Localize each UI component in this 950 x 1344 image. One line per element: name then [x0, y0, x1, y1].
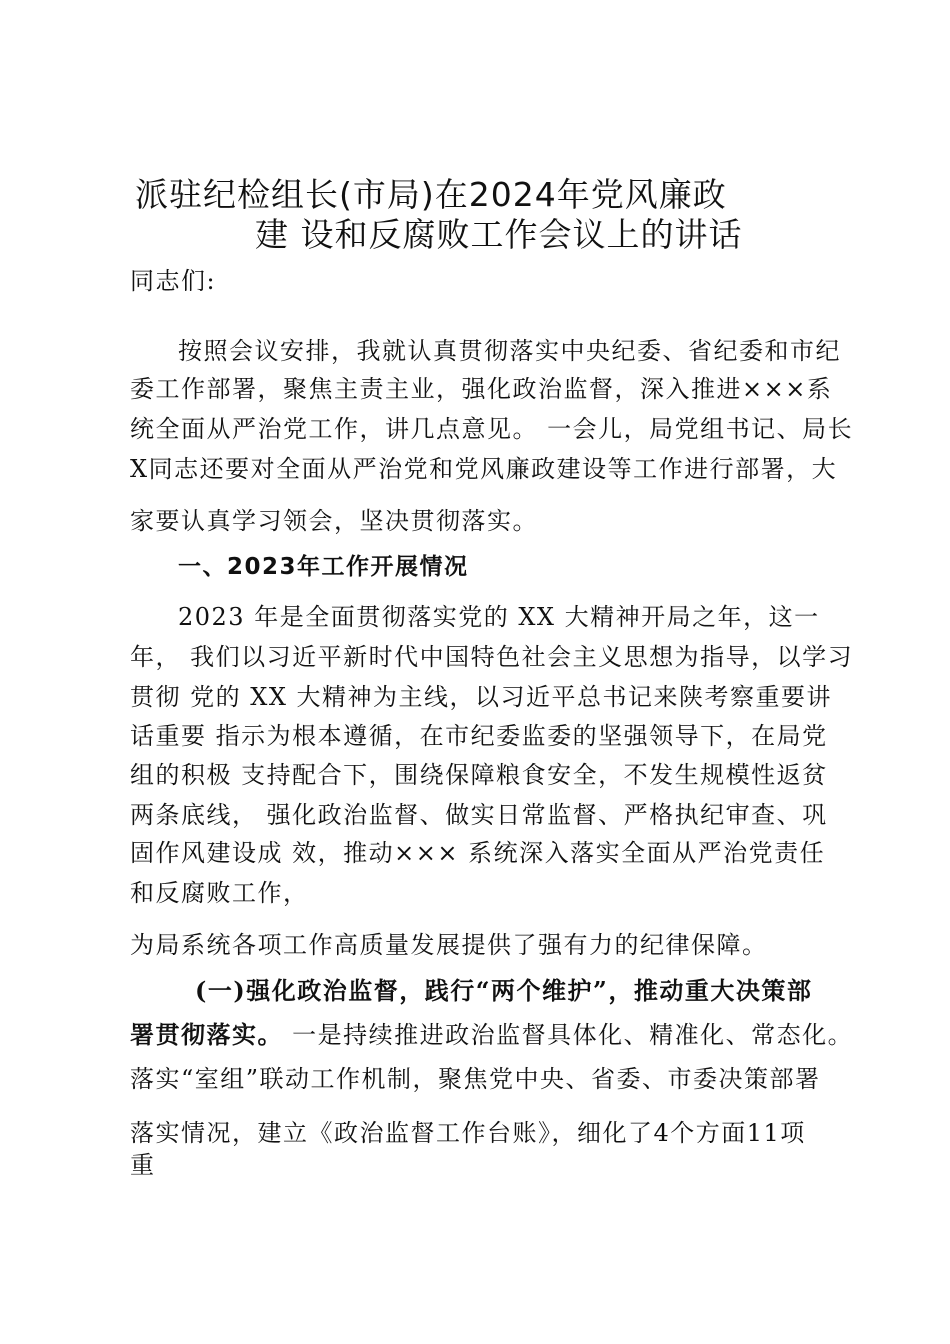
paragraph-2-line-6: 两条底线， 强化政治监督、做实日常监督、严格执纪审查、巩	[130, 801, 828, 829]
section-heading-1: 一、2023年工作开展情况	[178, 554, 469, 580]
paragraph-1-line-5: 家要认真学习领会，坚决贯彻落实。	[130, 507, 538, 535]
paragraph-1-line-3: 统全面从严治党工作，讲几点意见。 一会儿，局党组书记、局长	[130, 415, 854, 443]
paragraph-2-line-1: 2023 年是全面贯彻落实党的 XX 大精神开局之年，这一	[178, 603, 820, 631]
paragraph-1-line-2: 委工作部署，聚焦主责主业，强化政治监督，深入推进×××系	[130, 375, 833, 403]
paragraph-1-line-1: 按照会议安排，我就认真贯彻落实中央纪委、省纪委和市纪	[178, 337, 841, 365]
paragraph-2-line-8: 和反腐败工作，	[130, 879, 309, 907]
subsection-1-heading: (一)强化政治监督，践行“两个维护”，推动重大决策部	[195, 976, 813, 1005]
subsection-1-line-5: 重	[130, 1151, 156, 1179]
paragraph-2-line-2: 年， 我们以习近平新时代中国特色社会主义思想为指导，以学习	[130, 643, 854, 671]
greeting: 同志们:	[130, 267, 217, 295]
paragraph-1-line-4: X同志还要对全面从严治党和党风廉政建设等工作进行部署，大	[130, 455, 838, 483]
paragraph-2-line-5: 组的积极 支持配合下，围绕保障粮食安全，不发生规模性返贫	[130, 761, 828, 789]
document-title-line-2: 建 设和反腐败工作会议上的讲话	[255, 215, 743, 254]
subsection-1-line-2	[130, 1016, 854, 1054]
subsection-1-heading-end: 署贯彻落实。	[130, 1020, 283, 1049]
paragraph-2-line-4: 话重要 指示为根本遵循，在市纪委监委的坚强领导下，在局党	[130, 722, 828, 750]
subsection-1-line-4: 落实情况，建立《政治监督工作台账》，细化了4个方面11项	[130, 1119, 806, 1147]
paragraph-2-line-7: 固作风建设成 效，推动××× 系统深入落实全面从严治党责任	[130, 839, 826, 867]
subsection-1-line-2-text: 一是持续推进政治监督具体化、精准化、常态化。	[283, 1021, 854, 1049]
document-title-line-1: 派驻纪检组长(市局)在2024年党风廉政	[135, 175, 727, 214]
paragraph-2-line-9: 为局系统各项工作高质量发展提供了强有力的纪律保障。	[130, 931, 768, 959]
subsection-1-line-3: 落实“室组”联动工作机制，聚焦党中央、省委、市委决策部署	[130, 1065, 821, 1093]
paragraph-2-line-3: 贯彻 党的 XX 大精神为主线，以习近平总书记来陕考察重要讲	[130, 683, 833, 711]
